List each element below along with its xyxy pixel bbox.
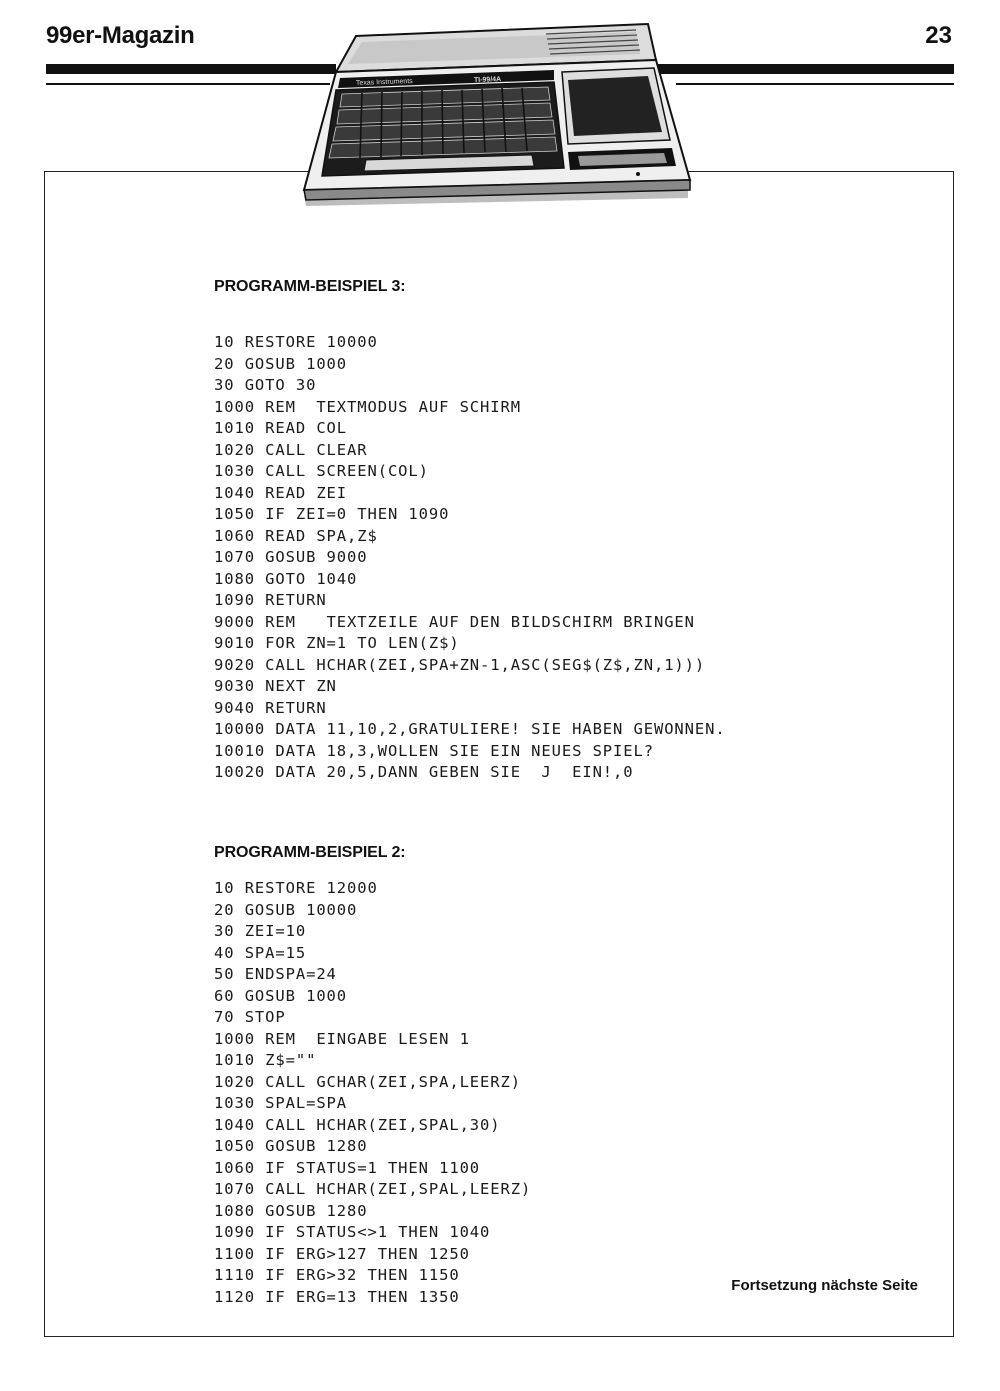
code-line: 1030 CALL SCREEN(COL) [214,462,429,480]
code-line: 1100 IF ERG>127 THEN 1250 [214,1244,470,1263]
header-rule-right-thick [656,64,954,74]
code-line: 1080 GOSUB 1280 [214,1201,368,1220]
code-line: 1010 READ COL [214,419,348,437]
code-line: 40 SPA=15 [214,943,307,962]
listing-3-code [214,332,726,784]
code-line: 1090 RETURN [214,591,327,609]
magazine-title: 99er-Magazin [46,22,195,49]
code-line: 10010 DATA 18,3,WOLLEN SIE EIN NEUES SPIEL? [214,741,654,760]
listing-2-code [214,878,531,1308]
code-line: 1080 GOTO 1040 [214,569,358,588]
code-line: 1050 IF ZEI=0 THEN 1090 [214,505,450,523]
code-line: 1000 REM TEXTMODUS AUF SCHIRM [214,397,521,416]
code-line: 1020 CALL CLEAR [214,440,368,459]
code-line: 10000 DATA 11,10,2,GRATULIERE! SIE HABEN GEWONNEN. [214,720,726,738]
code-line: 9040 RETURN [214,698,327,717]
code-line: 1010 Z$="" [214,1051,317,1069]
listing-2-heading: PROGRAMM-BEISPIEL 2: [214,844,406,861]
code-line: 1110 IF ERG>32 THEN 1150 [214,1266,460,1284]
code-line: 10 RESTORE 12000 [214,879,378,897]
code-line: 10020 DATA 20,5,DANN GEBEN SIE J EIN!,0 [214,763,634,781]
code-line: 30 GOTO 30 [214,376,317,394]
listing-3-heading: PROGRAMM-BEISPIEL 3: [214,278,406,295]
code-line: 1020 CALL GCHAR(ZEI,SPA,LEERZ) [214,1072,521,1091]
header-rule-left-thick [46,64,336,74]
code-line: 1050 GOSUB 1280 [214,1137,368,1155]
code-line: 20 GOSUB 10000 [214,900,358,919]
code-line: 1070 CALL HCHAR(ZEI,SPAL,LEERZ) [214,1180,532,1198]
header-rule-left-thin [46,83,330,85]
code-line: 1060 IF STATUS=1 THEN 1100 [214,1158,481,1177]
code-line: 20 GOSUB 1000 [214,354,348,373]
code-line: 1060 READ SPA,Z$ [214,526,378,545]
model-label: TI-99/4A [473,76,502,84]
code-line: 1040 CALL HCHAR(ZEI,SPAL,30) [214,1115,501,1134]
code-line: 9010 FOR ZN=1 TO LEN(Z$) [214,634,460,652]
brand-label: Texas Instruments [355,78,413,87]
code-line: 1090 IF STATUS<>1 THEN 1040 [214,1223,491,1241]
code-line: 9020 CALL HCHAR(ZEI,SPA+ZN-1,ASC(SEG$(Z$,ZN,1))) [214,655,706,674]
header-rule-right-thin [676,83,954,85]
code-line: 1040 READ ZEI [214,483,348,502]
code-line: 9030 NEXT ZN [214,677,337,695]
code-line: 1030 SPAL=SPA [214,1094,348,1112]
continuation-note: Fortsetzung nächste Seite [731,1277,918,1294]
code-line: 10 RESTORE 10000 [214,333,378,351]
code-line: 1000 REM EINGABE LESEN 1 [214,1029,470,1048]
code-line: 30 ZEI=10 [214,922,307,940]
code-line: 60 GOSUB 1000 [214,986,348,1005]
code-line: 1070 GOSUB 9000 [214,548,368,566]
home-computer-illustration [296,20,696,210]
code-line: 70 STOP [214,1008,286,1026]
page-number: 23 [925,22,952,49]
code-line: 9000 REM TEXTZEILE AUF DEN BILDSCHIRM BRINGEN [214,612,695,631]
code-line: 50 ENDSPA=24 [214,965,337,983]
code-line: 1120 IF ERG=13 THEN 1350 [214,1287,460,1306]
